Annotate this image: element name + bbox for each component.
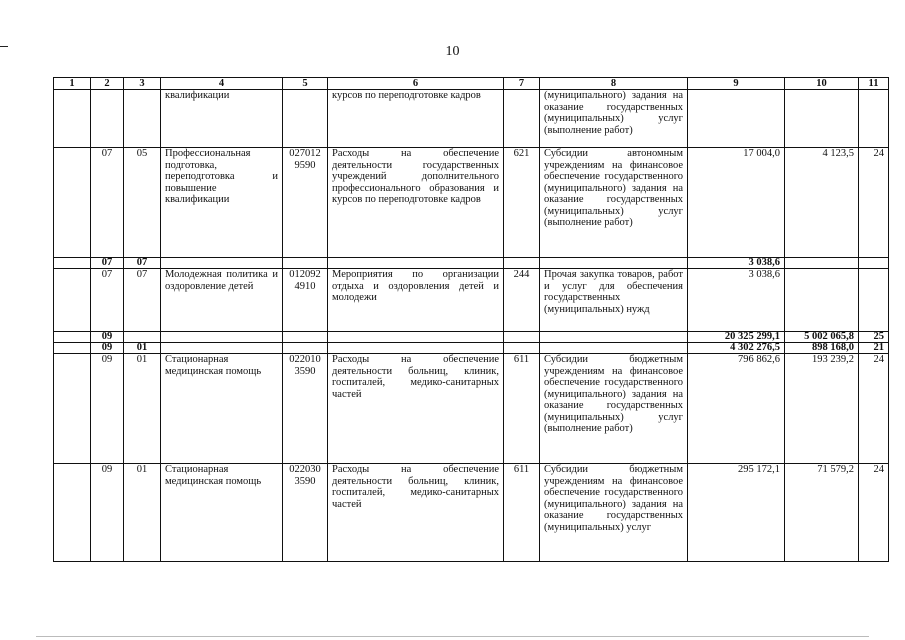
- cell-amount-plan: 3 038,6: [688, 269, 785, 332]
- cell-expense-desc: курсов по переподготовке кадров: [328, 90, 504, 148]
- table-row-subtotal: [54, 343, 889, 354]
- cell-expense-type-desc: [540, 332, 688, 343]
- cell-subsection: 05: [124, 148, 161, 258]
- cell-expense-desc: Расходы на обеспечение деятельности больниц, клиник, госпиталей, медико-санитарных частей: [328, 464, 504, 562]
- col-header-4: 4: [161, 78, 283, 90]
- cell-c1: [54, 332, 91, 343]
- cell-amount-actual: [785, 90, 859, 148]
- col-header-11: 11: [859, 78, 889, 90]
- cell-expense-type-desc: [540, 343, 688, 354]
- cell-amount-actual: 5 002 065,8: [785, 332, 859, 343]
- table-row: [54, 269, 889, 332]
- col-header-1: 1: [54, 78, 91, 90]
- cell-expense-desc: Расходы на обеспечение деятельности больниц, клиник, госпиталей, медико-санитарных частей: [328, 354, 504, 464]
- cell-amount-plan: 17 004,0: [688, 148, 785, 258]
- cell-percent: [859, 258, 889, 269]
- cell-percent: 24: [859, 464, 889, 562]
- cell-amount-plan: 295 172,1: [688, 464, 785, 562]
- cell-amount-actual: 193 239,2: [785, 354, 859, 464]
- cell-subsection: [124, 90, 161, 148]
- cell-expense-type: 244: [504, 269, 540, 332]
- cell-target-code: [283, 343, 328, 354]
- cell-percent: 25: [859, 332, 889, 343]
- cell-name: [161, 343, 283, 354]
- cell-amount-plan: 4 302 276,5: [688, 343, 785, 354]
- cell-name: Стационарная медицинская помощь: [161, 464, 283, 562]
- cell-expense-type-desc: [540, 258, 688, 269]
- cell-percent: 24: [859, 148, 889, 258]
- cell-expense-desc: [328, 343, 504, 354]
- cell-expense-type: 611: [504, 464, 540, 562]
- col-header-10: 10: [785, 78, 859, 90]
- cell-c1: [54, 90, 91, 148]
- cell-target-code: [283, 90, 328, 148]
- table-row: [54, 464, 889, 562]
- cell-amount-actual: [785, 269, 859, 332]
- cell-amount-plan: 20 325 299,1: [688, 332, 785, 343]
- cell-name: [161, 258, 283, 269]
- cell-section: 09: [91, 464, 124, 562]
- cell-target-code: [283, 332, 328, 343]
- cell-section: 09: [91, 343, 124, 354]
- cell-section: 07: [91, 148, 124, 258]
- cell-name: Молодежная политика и оздоровление детей: [161, 269, 283, 332]
- cell-section: 09: [91, 332, 124, 343]
- cell-section: 09: [91, 354, 124, 464]
- cell-expense-type-desc: Прочая закупка товаров, работ и услуг для обеспечения государственных (муниципальных) нужд: [540, 269, 688, 332]
- cell-expense-desc: [328, 332, 504, 343]
- cell-amount-actual: 71 579,2: [785, 464, 859, 562]
- cell-percent: [859, 90, 889, 148]
- cell-name: Стационарная медицинская помощь: [161, 354, 283, 464]
- cell-subsection: [124, 332, 161, 343]
- cell-c1: [54, 269, 91, 332]
- cell-subsection: 07: [124, 258, 161, 269]
- cell-c1: [54, 148, 91, 258]
- page-number: 10: [445, 44, 460, 59]
- header-row: [54, 78, 889, 90]
- col-header-9: 9: [688, 78, 785, 90]
- cell-expense-type: 621: [504, 148, 540, 258]
- cell-c1: [54, 354, 91, 464]
- cell-amount-actual: 898 168,0: [785, 343, 859, 354]
- cell-name: квалификации: [161, 90, 283, 148]
- cell-c1: [54, 343, 91, 354]
- cell-percent: 24: [859, 354, 889, 464]
- cell-expense-type-desc: Субсидии бюджетным учреждениям на финансовое обеспечение государственного (муниципального) задания на оказание государственных (муниципальных) услуг: [540, 464, 688, 562]
- cell-subsection: 01: [124, 343, 161, 354]
- cell-expense-desc: Мероприятия по организации отдыха и оздоровления детей и молодежи: [328, 269, 504, 332]
- col-header-5: 5: [283, 78, 328, 90]
- cell-expense-type-desc: Субсидии бюджетным учреждениям на финансовое обеспечение государственного (муниципального) задания на оказание государственных (муниципальных) услуг (выполнение работ): [540, 354, 688, 464]
- cell-percent: [859, 269, 889, 332]
- cell-amount-plan: [688, 90, 785, 148]
- cell-target-code: [283, 258, 328, 269]
- cell-name: [161, 332, 283, 343]
- cell-section: 07: [91, 269, 124, 332]
- cell-target-code: 0220103590: [283, 354, 328, 464]
- page-edge-line: [36, 636, 869, 637]
- table-row: [54, 90, 889, 148]
- cell-c1: [54, 258, 91, 269]
- budget-table: [53, 77, 889, 562]
- col-header-8: 8: [540, 78, 688, 90]
- cell-expense-type: [504, 90, 540, 148]
- col-header-6: 6: [328, 78, 504, 90]
- cell-expense-type-desc: Субсидии автономным учреждениям на финансовое обеспечение государственного (муниципального) задания на оказание государственных (муниципальных) услуг (выполнение работ): [540, 148, 688, 258]
- cell-amount-plan: 3 038,6: [688, 258, 785, 269]
- cell-c1: [54, 464, 91, 562]
- cell-name: Профессиональная подготовка, переподготовка и повышение квалификации: [161, 148, 283, 258]
- cell-subsection: 01: [124, 464, 161, 562]
- table-row: [54, 148, 889, 258]
- cell-section: 07: [91, 258, 124, 269]
- cell-target-code: 0120924910: [283, 269, 328, 332]
- cell-amount-actual: 4 123,5: [785, 148, 859, 258]
- table-row-subtotal: [54, 258, 889, 269]
- cell-target-code: 0270129590: [283, 148, 328, 258]
- cell-percent: 21: [859, 343, 889, 354]
- table-row: [54, 354, 889, 464]
- cell-expense-desc: Расходы на обеспечение деятельности государственных учреждений дополнительного профессионального образования и курсов по переподготовке кадров: [328, 148, 504, 258]
- cell-expense-desc: [328, 258, 504, 269]
- cell-target-code: 0220303590: [283, 464, 328, 562]
- cell-subsection: 07: [124, 269, 161, 332]
- cell-amount-actual: [785, 258, 859, 269]
- cell-section: [91, 90, 124, 148]
- cell-expense-type-desc: (муниципального) задания на оказание государственных (муниципальных) услуг (выполнение работ): [540, 90, 688, 148]
- cell-amount-plan: 796 862,6: [688, 354, 785, 464]
- cell-expense-type: [504, 343, 540, 354]
- cell-expense-type: [504, 332, 540, 343]
- col-header-3: 3: [124, 78, 161, 90]
- cell-subsection: 01: [124, 354, 161, 464]
- cell-expense-type: 611: [504, 354, 540, 464]
- cell-expense-type: [504, 258, 540, 269]
- col-header-2: 2: [91, 78, 124, 90]
- table-row-total: [54, 332, 889, 343]
- col-header-7: 7: [504, 78, 540, 90]
